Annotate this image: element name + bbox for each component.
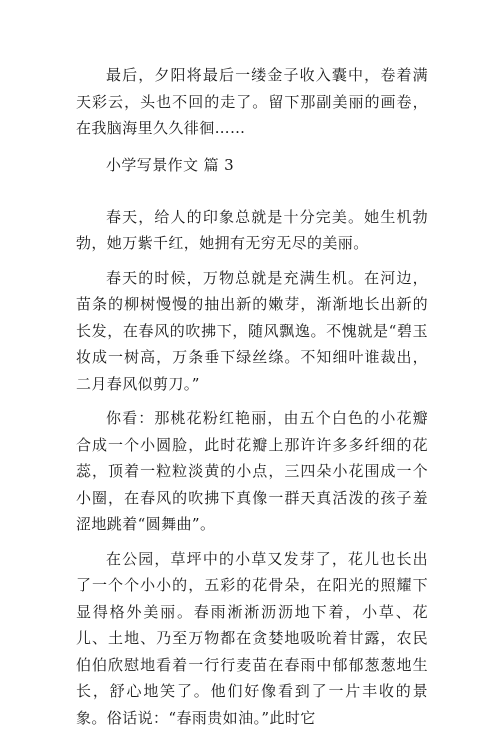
paragraph-4: 在公园，草坪中的小草又发芽了，花儿也长出了一个个小小的，五彩的花骨朵，在阳光的照耀下显得格外美丽。春雨淅淅沥沥地下着，小草、花儿、土地、乃至万物都在贪婪地吸吮着甘露，农民伯伯欣慰地看着一行行麦苗在春雨中郁郁葱葱地生长，舒心地笑了。他们好像看到了一片丰收的景象。俗话说：“春雨贵如油。”此时它 [76, 546, 428, 731]
closing-paragraph: 最后，夕阳将最后一缕金子收入囊中，卷着满天彩云，头也不回的走了。留下那副美丽的画卷，在我脑海里久久徘徊…… [76, 62, 428, 142]
paragraph-1: 春天，给人的印象总就是十分完美。她生机勃勃，她万紫千红，她拥有无穷无尽的美丽。 [76, 204, 428, 257]
section-heading: 小学写景作文 篇 3 [76, 152, 428, 178]
document-body [76, 62, 428, 731]
paragraph-3: 你看：那桃花粉红艳丽，由五个白色的小花瓣合成一个小圆脸，此时花瓣上那许许多多纤细的花蕊，顶着一粒粒淡黄的小点，三四朵小花围成一个小圈，在春风的吹拂下真像一群天真活泼的孩子羞涩地跳着“圆舞曲”。 [76, 405, 428, 538]
paragraph-2: 春天的时候，万物总就是充满生机。在河边，苗条的柳树慢慢的抽出新的嫩芽，渐渐地长出新的长发，在春风的吹拂下，随风飘逸。不愧就是“碧玉妆成一树高，万条垂下绿丝绦。不知细叶谁裁出，二月春风似剪刀。” [76, 265, 428, 398]
